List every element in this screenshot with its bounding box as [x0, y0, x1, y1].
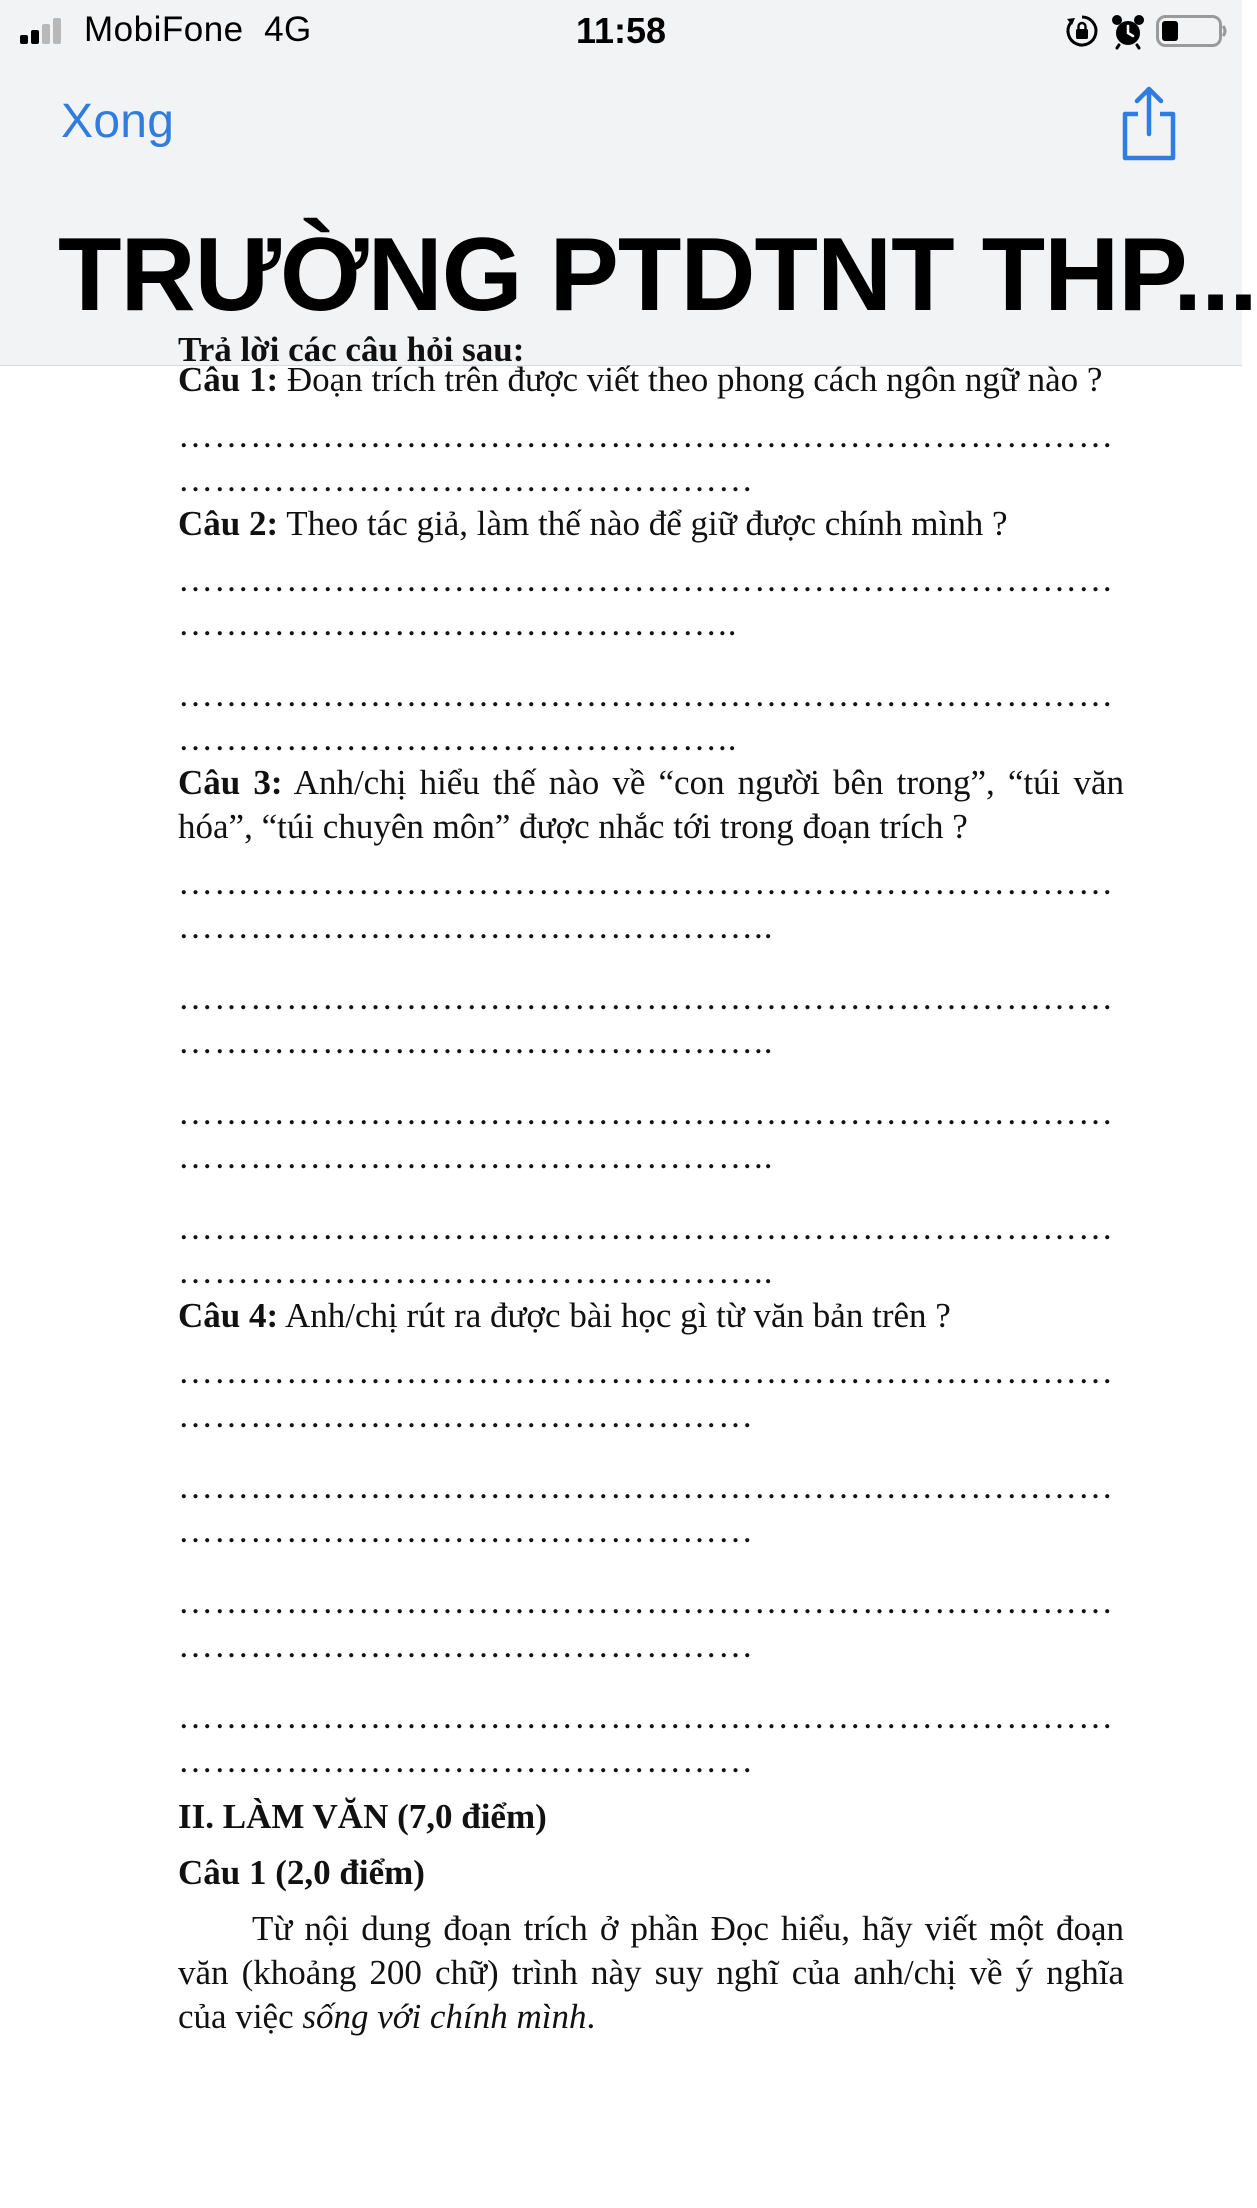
document-page [178, 330, 1124, 2039]
question-2 [178, 502, 1124, 546]
question-2-label: Câu 2: [178, 504, 279, 543]
answer-line: ………………………………………… [178, 1396, 754, 1435]
question-1 [178, 358, 1124, 402]
section-question-1-end: . [586, 1997, 596, 2036]
answer-line: …………………………………………………………………… [178, 560, 1114, 599]
question-3 [178, 761, 1124, 849]
document-viewer[interactable] [0, 330, 1242, 2208]
question-4-text: Anh/chị rút ra được bài học gì từ văn bản trên ? [278, 1296, 951, 1335]
answer-line: ………………………………………….. [178, 907, 774, 946]
answer-line: …………………………………………………………………… [178, 1467, 1114, 1506]
answer-line: …………………………………………………………………… [178, 978, 1114, 1017]
answer-line: …………………………………………………………………… [178, 1208, 1114, 1247]
status-bar [0, 0, 1242, 62]
answer-line: ………………………………………… [178, 460, 754, 499]
alarm-icon [1111, 13, 1145, 49]
question-2-text: Theo tác giả, làm thế nào để giữ được chính mình ? [278, 504, 1008, 543]
answer-line: ………………………………………… [178, 1511, 754, 1550]
section-question-1-text [178, 1907, 1124, 2039]
answer-line: …………………………………………………………………… [178, 863, 1114, 902]
answer-line: ……………………………………….. [178, 719, 738, 758]
done-button[interactable]: Xong [61, 95, 175, 148]
document-title: TRƯỜNG PTDTNT THP... [58, 217, 1257, 333]
carrier-name: MobiFone [84, 10, 244, 49]
section-question-1: Câu 1 (2,0 điểm) [178, 1853, 425, 1892]
answer-line: …………………………………………………………………… [178, 1352, 1114, 1391]
navigation-bar [0, 62, 1257, 369]
answer-line: …………………………………………………………………… [178, 416, 1114, 455]
answer-line: ………………………………………….. [178, 1137, 774, 1176]
answer-line: ……………………………………….. [178, 604, 738, 643]
answer-line: …………………………………………………………………… [178, 1093, 1114, 1132]
answer-line: ………………………………………….. [178, 1022, 774, 1061]
share-icon[interactable] [1118, 86, 1180, 162]
answer-line: …………………………………………………………………… [178, 675, 1114, 714]
status-time: 11:58 [575, 10, 667, 51]
answer-line: ………………………………………….. [178, 1252, 774, 1291]
answer-line: …………………………………………………………………… [178, 1582, 1114, 1621]
section-heading: II. LÀM VĂN (7,0 điểm) [178, 1797, 547, 1836]
question-3-text: Anh/chị hiểu thế nào về “con người bên trong”, “túi văn hóa”, “túi chuyên môn” được nhắc tới trong đoạn trích ? [178, 763, 1124, 846]
network-type: 4G [264, 10, 312, 49]
battery-icon [1156, 14, 1228, 48]
question-1-label: Câu 1: [178, 360, 279, 399]
question-4-label: Câu 4: [178, 1296, 279, 1335]
section-question-1-emphasis: sống với chính mình [302, 1997, 587, 2036]
question-3-label: Câu 3: [178, 763, 283, 802]
section-question-1-body: Từ nội dung đoạn trích ở phần Đọc hiểu, hãy viết một đoạn văn (khoảng 200 chữ) trình này suy nghĩ của anh/chị về ý nghĩa của việc [178, 1909, 1124, 2036]
answer-line: ………………………………………… [178, 1626, 754, 1665]
answer-line: …………………………………………………………………… [178, 1697, 1114, 1736]
answer-line: ………………………………………… [178, 1741, 754, 1780]
orientation-lock-icon [1065, 14, 1099, 48]
clipped-instruction: Trả lời các câu hỏi sau: [178, 330, 525, 369]
question-1-text: Đoạn trích trên được viết theo phong cách ngôn ngữ nào ? [278, 360, 1103, 399]
question-4 [178, 1294, 1124, 1338]
